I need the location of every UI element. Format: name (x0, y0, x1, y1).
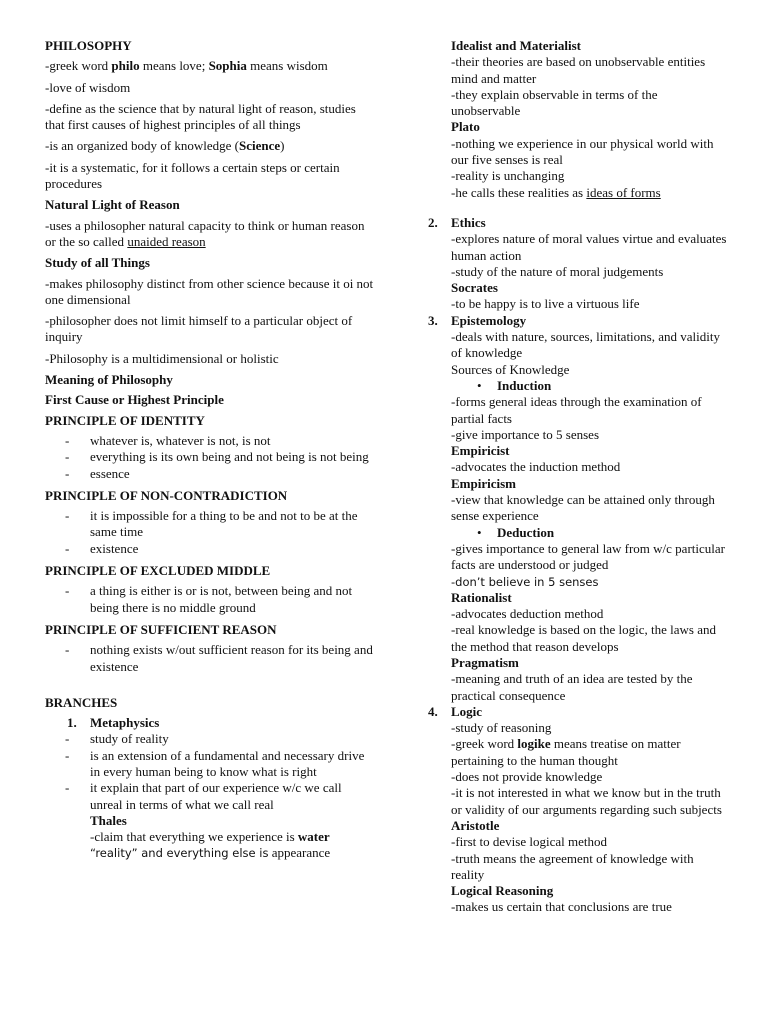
text-segment: “reality” and everything else is (90, 846, 269, 861)
branch-title: Logic (451, 703, 483, 719)
branch-number: 2. (428, 214, 438, 230)
text-segment: means treatise on matter pertaining to the human thought (451, 736, 681, 768)
list-item: - whatever is, whatever is not, is not (45, 433, 375, 449)
systematic: -it is a systematic, for it follows a certain steps or certain procedures (45, 159, 340, 192)
text-segment: -uses a philosopher natural capacity to think or human reason or the so called (45, 217, 365, 249)
rationalist-text-2: -real knowledge is based on the logic, the laws and the method that reason develops (451, 622, 716, 654)
spacer (428, 201, 728, 215)
logic-text-2 (451, 736, 728, 769)
holistic-text: -Philosophy is a multidimensional or holistic (45, 350, 279, 366)
empiricist-text: -advocates the induction method (451, 459, 621, 475)
pragmatism-text: -meaning and truth of an idea are tested by the practical consequence (451, 671, 693, 703)
left-column (45, 38, 375, 862)
epistemology-text: -deals with nature, sources, limitations, and validity of knowledge (451, 329, 720, 361)
right-column (428, 38, 728, 916)
aristotle-heading: Aristotle (451, 817, 500, 833)
branch-number: 4. (428, 703, 438, 719)
empiricism-text: -view that knowledge can be attained only through sense experience (451, 492, 715, 524)
logical-reasoning-heading: Logical Reasoning (451, 883, 554, 899)
induction-text-1: -forms general ideas through the examination of partial facts (451, 394, 702, 426)
logic-text-4: -it is not interested in what we know but in the truth or validity of our arguments regarding such subjects (451, 785, 722, 817)
aristotle-text-2: -truth means the agreement of knowledge with reality (451, 850, 694, 882)
list-item: - everything is its own being and not being is not being (45, 449, 375, 465)
thales-block (45, 813, 375, 862)
plato-text-2: -reality is unchanging (451, 168, 565, 184)
text-segment: -greek word (45, 58, 112, 74)
text-segment: means love; (139, 58, 209, 74)
branch-number: 3. (428, 312, 438, 328)
branch-logic (428, 704, 728, 916)
term-sophia: Sophia (208, 58, 247, 74)
logic-text-1: -study of reasoning (451, 720, 552, 736)
philosophy-title: PHILOSOPHY (45, 38, 132, 53)
sufficient-reason-list (45, 642, 375, 675)
idealist-heading: Idealist and Materialist (451, 38, 581, 53)
branch-metaphysics (67, 715, 375, 731)
idealist-block (428, 38, 728, 201)
deduction-text-2: -don’t believe in 5 senses (451, 574, 599, 589)
study-all-things-heading: Study of all Things (45, 255, 150, 271)
excluded-middle-heading: PRINCIPLE OF EXCLUDED MIDDLE (45, 563, 271, 579)
first-cause-heading: First Cause or Highest Principle (45, 392, 224, 408)
list-item: - study of reality (45, 731, 375, 747)
plato-text-1: -nothing we experience in our physical world with our five senses is real (451, 135, 714, 168)
induction-bullet: • Induction (451, 378, 728, 394)
list-item: - a thing is either is or is not, between being and not being there is no middle ground (45, 583, 375, 616)
logic-text-3: -does not provide knowledge (451, 769, 603, 785)
empiricism-heading: Empiricism (451, 475, 516, 491)
socrates-heading: Socrates (451, 280, 498, 296)
plato-text-3 (451, 185, 728, 201)
branch-ethics (428, 215, 728, 313)
deduction-text-1: -gives importance to general law from w/c particular facts are understood or judged (451, 540, 725, 573)
inquiry-text: -philosopher does not limit himself to a particular object of inquiry (45, 313, 353, 345)
pragmatism-heading: Pragmatism (451, 654, 519, 670)
term-unaided-reason: unaided reason (127, 233, 206, 249)
non-contradiction-list (45, 508, 375, 557)
text-segment: -he calls these realities as (451, 184, 587, 200)
term-philo: philo (111, 58, 140, 74)
excluded-middle-list (45, 583, 375, 616)
ethics-text-1: -explores nature of moral values virtue and evaluates human action (451, 231, 727, 263)
text-segment: -greek word (451, 736, 518, 752)
list-item: - is an extension of a fundamental and necessary drive in every human being to know what is right (45, 748, 375, 781)
natural-light-heading: Natural Light of Reason (45, 197, 180, 213)
empiricist-heading: Empiricist (451, 443, 510, 459)
distinct-text: -makes philosophy distinct from other science because it oi not one dimensional (45, 275, 374, 307)
branch-title: Ethics (451, 214, 486, 230)
philo-definition (45, 58, 375, 74)
text-segment: appearance (271, 845, 331, 861)
branch-title: Epistemology (451, 312, 527, 328)
metaphysics-list (45, 731, 375, 812)
text-segment: means wisdom (246, 58, 328, 74)
induction-text-2: -give importance to 5 senses (451, 426, 600, 442)
idealist-text-2: -they explain observable in terms of the unobservable (451, 86, 658, 119)
induction-block (428, 394, 728, 524)
branch-title: Metaphysics (90, 715, 160, 731)
idealist-text-1: -their theories are based on unobservable entities mind and matter (451, 54, 706, 86)
list-item: - it is impossible for a thing to be and not to be at the same time (45, 508, 375, 541)
rationalist-heading: Rationalist (451, 589, 512, 605)
science-definition: -define as the science that by natural light of reason, studies that first causes of highest principles of all things (45, 100, 356, 133)
thales-text (90, 829, 375, 862)
branch-epistemology (428, 313, 728, 378)
deduction-block (428, 541, 728, 704)
organized-body (45, 138, 375, 154)
identity-list (45, 433, 375, 482)
logical-reasoning-text: -makes us certain that conclusions are true (451, 899, 672, 915)
meaning-heading: Meaning of Philosophy (45, 372, 173, 388)
term-logike: logike (517, 736, 551, 752)
list-item: - essence (45, 466, 375, 482)
natural-light-text (45, 218, 375, 251)
branches-heading: BRANCHES (45, 694, 118, 710)
love-of-wisdom: -love of wisdom (45, 79, 131, 95)
sufficient-reason-heading: PRINCIPLE OF SUFFICIENT REASON (45, 621, 277, 637)
list-item: - it explain that part of our experience w/c we call unreal in terms of what we call real (45, 780, 375, 813)
branch-number: 1. (67, 715, 77, 731)
term-water: water (297, 829, 330, 845)
aristotle-text-1: -first to devise logical method (451, 834, 607, 850)
ethics-text-2: -study of the nature of moral judgements (451, 263, 664, 279)
deduction-bullet: • Deduction (451, 525, 728, 541)
non-contradiction-heading: PRINCIPLE OF NON-CONTRADICTION (45, 487, 288, 503)
text-segment: ) (280, 138, 285, 154)
term-ideas-of-forms: ideas of forms (586, 184, 661, 200)
list-item: - nothing exists w/out sufficient reason for its being and existence (45, 642, 375, 675)
sources-of-knowledge: Sources of Knowledge (451, 361, 570, 377)
rationalist-text-1: -advocates deduction method (451, 606, 604, 622)
text-segment: -claim that everything we experience is (90, 829, 298, 845)
term-science: Science (238, 138, 281, 154)
socrates-text: -to be happy is to live a virtuous life (451, 296, 640, 312)
plato-heading: Plato (451, 119, 480, 135)
identity-heading: PRINCIPLE OF IDENTITY (45, 412, 205, 428)
text-segment: -is an organized body of knowledge ( (45, 138, 239, 154)
thales-heading: Thales (90, 812, 127, 828)
spacer (45, 681, 375, 695)
list-item: - existence (45, 541, 375, 557)
